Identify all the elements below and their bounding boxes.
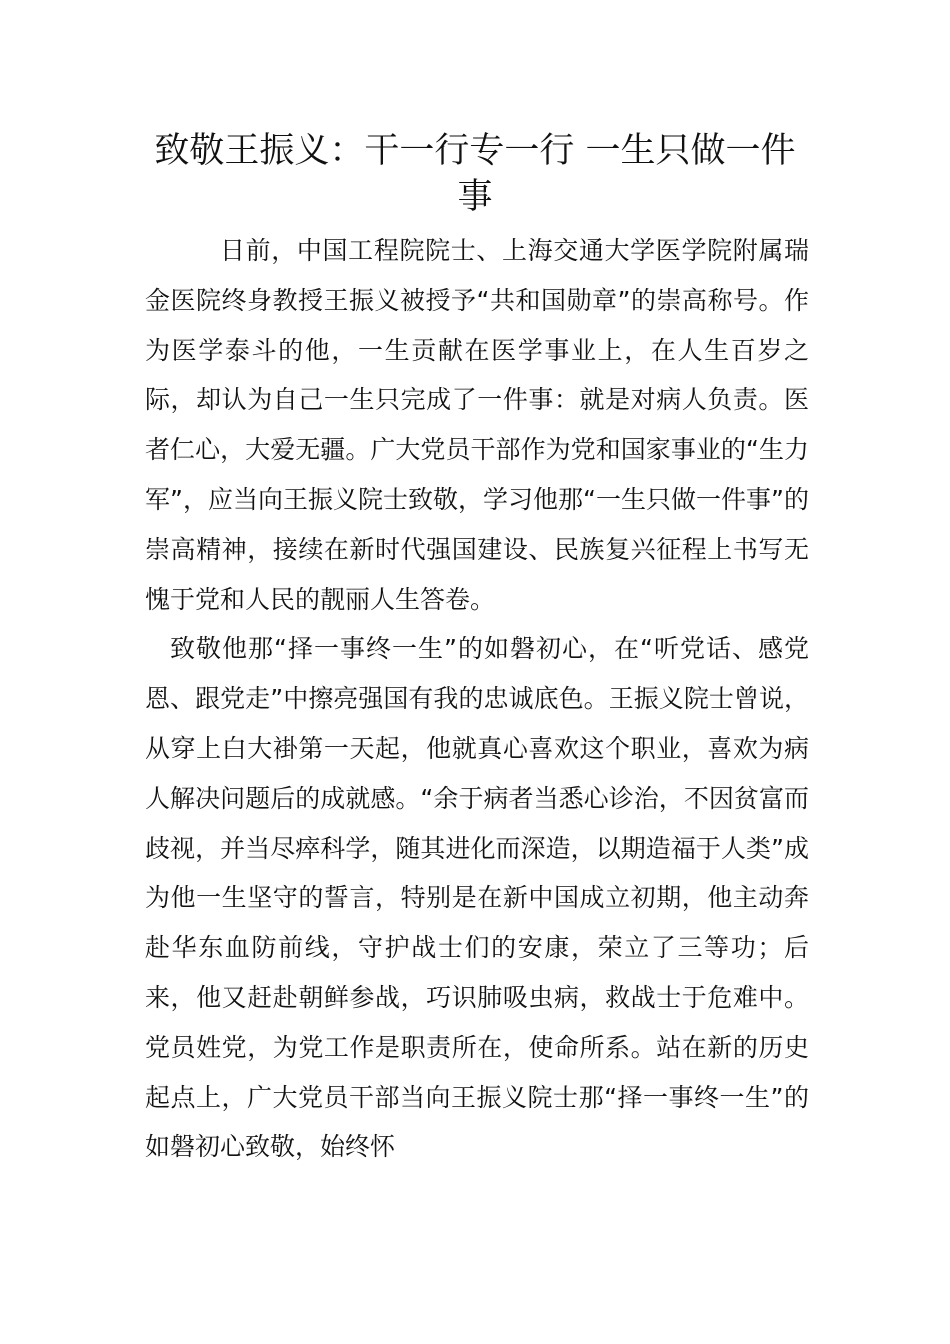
paragraph-1: 日前，中国工程院院士、上海交通大学医学院附属瑞金医院终身教授王振义被授予“共和国勋章”的崇高称号。作为医学泰斗的他，一生贡献在医学事业上，在人生百岁之际，却认为自己一生只完成了一件事：就是对病人负责。医者仁心，大爱无疆。广大党员干部作为党和国家事业的“生力军”，应当向王振义院士致敬，学习他那“一生只做一件事”的崇高精神，接续在新时代强国建设、民族复兴征程上书写无愧于党和人民的靓丽人生答卷。 [145, 236, 809, 614]
document-title: 致敬王振义：干一行专一行 一生只做一件事 [154, 131, 796, 217]
paragraph-2: 致敬他那“择一事终一生”的如磐初心，在“听党话、感党恩、跟党走”中擦亮强国有我的忠诚底色。王振义院士曾说，从穿上白大褂第一天起，他就真心喜欢这个职业，喜欢为病人解决问题后的成就感。“余于病者当悉心诊治，不因贫富而歧视，并当尽瘁科学，随其进化而深造，以期造福于人类”成为他一生坚守的誓言，特别是在新中国成立初期，他主动奔赴华东血防前线，守护战士们的安康，荣立了三等功；后来，他又赶赴朝鲜参战，巧识肺吸虫病，救战士于危难中。党员姓党，为党工作是职责所在，使命所系。站在新的历史起点上，广大党员干部当向王振义院士那“择一事终一生”的如磐初心致敬，始终怀 [145, 634, 809, 1162]
document-body [145, 226, 809, 1172]
